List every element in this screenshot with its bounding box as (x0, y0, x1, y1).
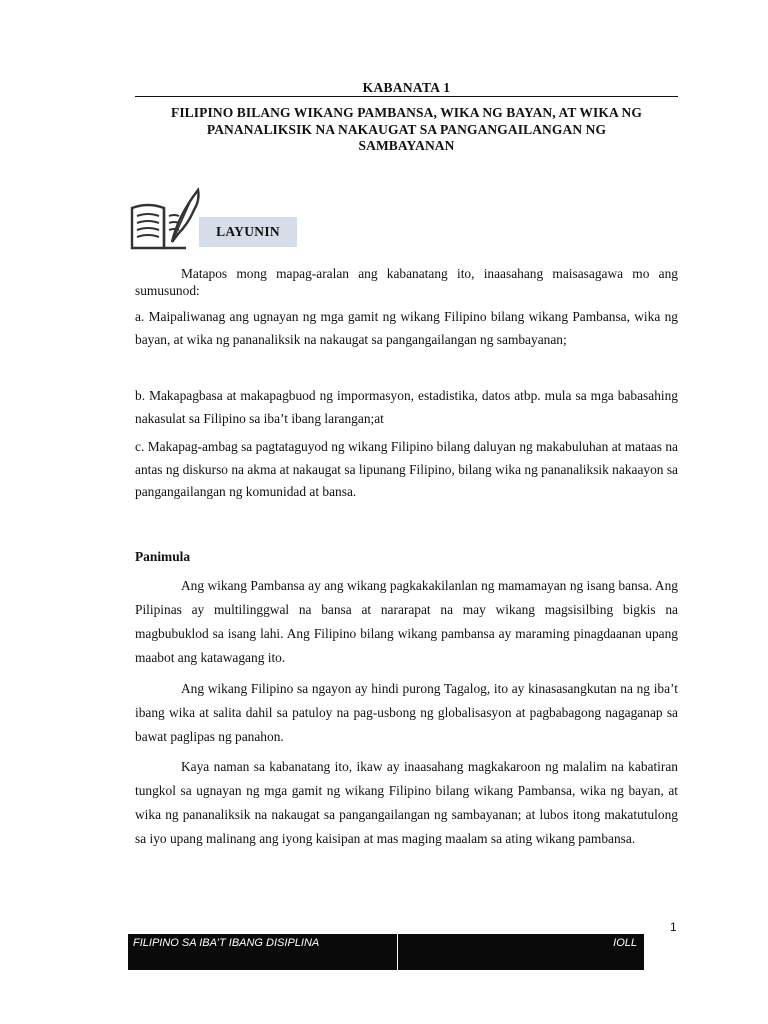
chapter-title (135, 105, 678, 155)
section-heading: Panimula (135, 549, 191, 564)
objectives-label: LAYUNIN (199, 217, 297, 247)
footer-course-title: FILIPINO SA IBA’T IBANG DISIPLINA (133, 937, 320, 949)
chapter-label: KABANATA 1 (362, 80, 451, 95)
open-book-with-quill-icon (128, 186, 204, 252)
objective-item: a. Maipaliwanag ang ugnayan ng mga gamit ng wikang Filipino bilang wikang Pambansa, wika ng bayan, at wika ng pananaliksik na nakaugat sa pangangailangan ng sambayanan; (135, 309, 678, 347)
footer-code: IOLL (613, 937, 637, 949)
page-number: 1 (670, 920, 677, 934)
footer-divider (397, 934, 398, 970)
objective-item: c. Makapag-ambag sa pagtataguyod ng wikang Filipino bilang daluyan ng makabuluhan at mataas na antas ng diskurso na akma at nakaugat sa lipunang Filipino, bilang wika ng pananaliksik nakaayon sa pangangailangan ng komunidad at bansa. (135, 439, 678, 499)
chapter-title-line: SAMBAYANAN (358, 138, 455, 153)
objective-item: b. Makapagbasa at makapagbuod ng impormasyon, estadistika, datos atbp. mula sa mga babasahing nakasulat sa Filipino sa iba’t ibang larangan;at (135, 388, 678, 426)
header-rule (135, 96, 678, 97)
body-paragraph: Ang wikang Pambansa ay ang wikang pagkakakilanlan ng mamamayan ng isang bansa. Ang Pilipinas ay multilinggwal na bansa at nararapat na may wikang magsisilbing bigkis na magbubuklod sa isang lahi. Ang Filipino bilang wikang pambansa ay maraming pinagdaanan upang maabot ang katawagang ito. (135, 578, 678, 665)
chapter-title-line: PANANALIKSIK NA NAKAUGAT SA PANGANGAILANGAN NG (206, 121, 607, 137)
page-footer (128, 934, 644, 970)
body-paragraph: Ang wikang Filipino sa ngayon ay hindi purong Tagalog, ito ay kinasasangkutan na ng iba’t ibang wika at salita dahil sa patuloy na pag-usbong ng globalisasyon at pagbabagong nagaganap sa bawat paglipas ng panahon. (135, 681, 678, 744)
body-paragraph: Kaya naman sa kabanatang ito, ikaw ay inaasahang magkakaroon ng malalim na kabatiran tungkol sa ugnayan ng mga gamit ng wikang Filipino bilang wikang Pambansa, wika ng bayan, at wika ng pananaliksik na nakaugat sa pangangailangan ng sambayanan; at lubos itong makatutulong sa iyo upang malinang ang iyong kaisipan at mas maging maalam sa ating wikang pambansa. (135, 759, 678, 846)
chapter-title-line: FILIPINO BILANG WIKANG PAMBANSA, WIKA NG BAYAN, AT WIKA NG (170, 105, 642, 120)
objectives-intro: Matapos mong mapag-aralan ang kabanatang ito, inaasahang maisasagawa mo ang sumusunod: (135, 266, 678, 298)
